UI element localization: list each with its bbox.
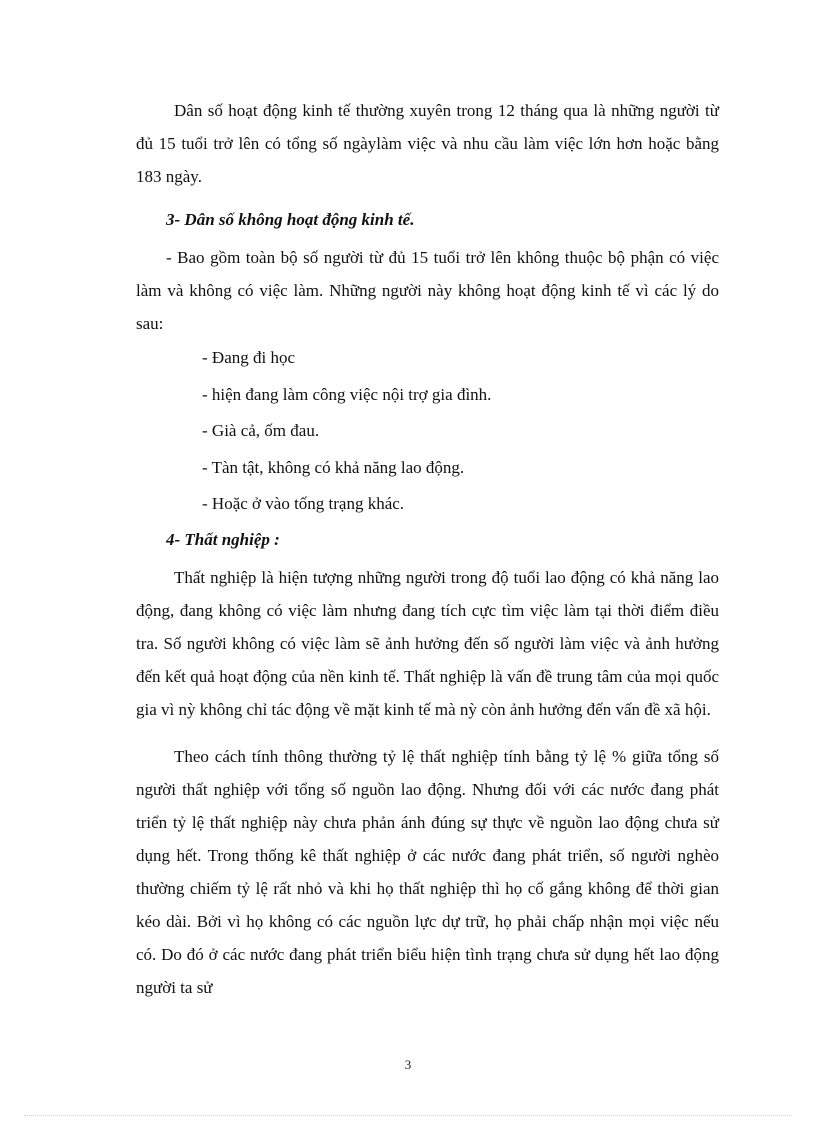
paragraph-inactive-definition: - Bao gồm toàn bộ số người từ đủ 15 tuổi trở lên không thuộc bộ phận có việc làm và không có việc làm. Những người này không hoạt động kinh tế vì các lý do sau: [136, 248, 719, 333]
paragraph-active-population: Dân số hoạt động kinh tế thường xuyên trong 12 tháng qua là những người từ đủ 15 tuổi trở lên có tổng số ngàylàm việc và nhu cầu làm việc lớn hơn hoặc bằng 183 ngày. [136, 101, 719, 186]
reasons-list [136, 340, 719, 523]
heading-unemployment: 4- Thất nghiệp : [166, 529, 280, 549]
page-divider [24, 1115, 792, 1116]
paragraph-unemployment-definition: Thất nghiệp là hiện tượng những người trong độ tuổi lao động có khả năng lao động, đang không có việc làm nhưng đang tích cực tìm việc làm tại thời điểm điều tra. Số người không có việc làm sẽ ảnh hưởng đến số người làm việc và ảnh hưởng đến kết quả hoạt động của nền kinh tế. Thất nghiệp là vấn đề trung tâm của mọi quốc gia vì nỳ không chỉ tác động về mặt kinh tế mà nỳ còn ảnh hưởng đến vấn đề xã hội. [136, 567, 719, 719]
heading-inactive-population: 3- Dân số không hoạt động kinh tế. [166, 210, 415, 229]
page-body [136, 94, 719, 1004]
list-item: - hiện đang làm công việc nội trợ gia đình. [202, 384, 492, 404]
list-item: - Đang đi học [202, 348, 296, 367]
list-item: - Hoặc ở vào tống trạng khác. [202, 494, 405, 513]
paragraph-unemployment-rate: Theo cách tính thông thường tỷ lệ thất nghiệp tính bằng tỷ lệ % giữa tổng số người thất nghiệp với tổng số nguồn lao động. Nhưng đối với các nước đang phát triển tỷ lệ thất nghiệp này chưa phản ánh đúng sự thực về nguồn lao động chưa sử dụng hết. Trong thống kê thất nghiệp ở các nước đang phát triển, số người nghèo thường chiếm tỷ lệ rất nhỏ và khi họ thất nghiệp thì họ cố gắng không để thời gian kéo dài. Bởi vì họ không có các nguồn lực dự trữ, họ phải chấp nhận mọi việc nếu có. Do đó ở các nước đang phát triển biểu hiện tình trạng chưa sử dụng hết lao động người ta sử [136, 746, 719, 997]
page-number: 3 [404, 1057, 412, 1072]
list-item: - Già cả, ốm đau. [202, 421, 320, 440]
list-item: - Tàn tật, không có khả năng lao động. [202, 457, 465, 477]
